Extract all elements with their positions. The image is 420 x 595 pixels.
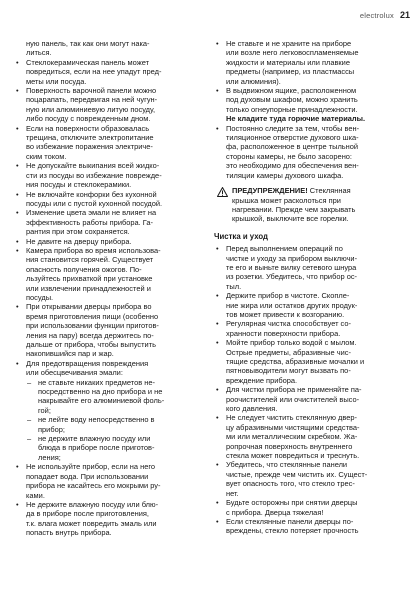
- text-line: Не допускайте выкипания всей жидко-: [26, 161, 160, 171]
- bullet-marker: •: [216, 385, 219, 395]
- text-line: Держите прибор в чистоте. Скопле-: [226, 291, 350, 301]
- bullet-marker: •: [216, 413, 219, 423]
- bullet-item: [214, 291, 408, 319]
- text-line: льзуйтесь прихваткой при установке: [26, 274, 153, 284]
- bullet-item: [14, 237, 208, 246]
- bullet-marker: •: [216, 516, 219, 526]
- bullet-item: [214, 319, 408, 338]
- section-heading: Чистка и уход: [214, 231, 268, 241]
- text-line: тыл.: [226, 281, 242, 291]
- warning-text-line: крышкой, выключите все горелки.: [232, 214, 349, 224]
- bullet-item: [14, 500, 208, 538]
- text-line: не ставьте никаких предметов не-: [38, 377, 155, 387]
- text-line: Убедитесь, что стеклянные панели: [226, 460, 348, 470]
- text-line: Не включайте конфорки без кухонной: [26, 189, 157, 199]
- text-line: Не используйте прибор, если на него: [26, 462, 156, 472]
- text-line: посуды.: [26, 292, 54, 302]
- text-line: ским током.: [26, 151, 67, 161]
- dash-marker: –: [27, 415, 32, 425]
- text-line: роочистителей или очистителей высо-: [226, 394, 360, 404]
- text-line: прибор;: [38, 424, 65, 434]
- bullet-item: [214, 338, 408, 385]
- text-line: тящие средства, абразивные мочалки и: [226, 357, 365, 366]
- text-line: прибора не касайтесь его мокрыми ру-: [26, 481, 161, 491]
- text-line: фа, расположенное в центре тыльной: [226, 142, 359, 152]
- text-line: Регулярная чистка способствует со-: [226, 319, 351, 329]
- text-line: нет.: [226, 488, 239, 498]
- warning-first-line: [232, 186, 408, 195]
- text-line: либо посуду с поврежденным дном.: [26, 114, 151, 124]
- warning-label: ПРЕДУПРЕЖДЕНИЕ!: [232, 186, 308, 196]
- bullet-item: [14, 462, 208, 500]
- text-line: Если стеклянные панели дверцы по-: [226, 516, 354, 526]
- text-line: Не следует чистить стеклянную двер-: [226, 413, 358, 423]
- page-number: 21: [399, 10, 410, 20]
- warning-text-line: крышка может расколоться при: [232, 195, 341, 205]
- text-line: те его и выньте вилку сетевого шнура: [226, 262, 357, 272]
- text-line: меты или посуда.: [26, 76, 87, 86]
- text-line: стороны камеры, не было засорено:: [226, 151, 352, 161]
- text-line: во избежание поражения электриче-: [26, 142, 153, 152]
- bullet-item: [214, 517, 408, 536]
- text-line: ния становится горячей. Существует: [26, 255, 154, 265]
- bullet-item: [214, 244, 408, 291]
- text-line: накопившийся пар и жар.: [26, 349, 114, 359]
- text-line: ками.: [26, 490, 45, 500]
- paragraph: литься.: [26, 48, 52, 58]
- text-line: ления;: [38, 452, 61, 462]
- bullet-marker: •: [216, 319, 219, 329]
- text-line: гой;: [38, 405, 51, 415]
- text-line: вреждены, стекло потеряет прочность: [226, 526, 359, 536]
- bullet-item: [14, 208, 208, 236]
- bullet-item: [14, 161, 208, 189]
- text-line: с прибора. Дверца тяжелая!: [226, 507, 324, 517]
- text-line: ления на пару) всегда держитесь по-: [26, 330, 154, 340]
- warning-text: Стеклянная: [307, 186, 351, 196]
- text-line: Поверхность варочной панели можно: [26, 86, 157, 96]
- bullet-item: [214, 385, 408, 413]
- bullet-item: [14, 86, 208, 124]
- paragraph: ную панель, так как они могут нака-: [26, 39, 150, 48]
- bullet-item: [214, 124, 408, 180]
- bullet-marker: •: [16, 86, 19, 96]
- text-line: кого давления.: [226, 404, 278, 414]
- bullet-item: [14, 302, 208, 358]
- dash-marker: –: [27, 377, 32, 387]
- text-line: цу абразивными чистящими средства-: [226, 422, 360, 432]
- text-line: или извлечении принадлежностей и: [26, 283, 151, 293]
- text-line: вует опасность того, что стекло трес-: [226, 479, 355, 489]
- bullet-marker: •: [216, 244, 219, 254]
- text-line: ние жира или остатков других продук-: [226, 300, 358, 310]
- bullet-marker: •: [16, 57, 19, 67]
- bullet-item: [14, 190, 208, 209]
- bullet-item: [14, 58, 208, 86]
- text-line: Для предотвращения повреждения: [26, 358, 149, 368]
- bullet-item: [214, 498, 408, 517]
- text-line: время приготовления пищи (особенно: [26, 311, 159, 321]
- warning-text-line: нагревании. Прежде чем закрывать: [232, 204, 356, 214]
- text-line: трещина, отключите электропитание: [26, 133, 154, 143]
- bullet-marker: •: [16, 208, 19, 218]
- bullet-marker: •: [16, 236, 19, 246]
- text-line: Не держите влажную посуду или блю-: [26, 499, 159, 509]
- bullet-item: [214, 39, 408, 86]
- text-line: Острые предметы, абразивные чис-: [226, 347, 351, 357]
- text-line: только огнеупорные принадлежности.: [226, 104, 358, 114]
- dash-item: [14, 434, 208, 462]
- text-line: опасность получения ожогов. По-: [26, 264, 142, 274]
- text-line: посуды или с пустой кухонной посудой.: [26, 198, 163, 208]
- text-line: Постоянно следите за тем, чтобы вен-: [226, 123, 360, 133]
- text-line: Изменение цвета эмали не влияет на: [26, 208, 157, 218]
- text-line: не лейте воду непосредственно в: [38, 415, 155, 425]
- brand-name: electrolux: [359, 11, 394, 20]
- text-line: или возле него легковоспламеняемые: [226, 48, 359, 58]
- bullet-item: [214, 413, 408, 460]
- dash-item: [14, 415, 208, 434]
- text-line: не держите влажную посуду или: [38, 434, 151, 444]
- warning-triangle-icon: [217, 187, 228, 197]
- dash-item: [14, 378, 208, 416]
- bullet-item: [214, 86, 408, 114]
- text-line: или алюминия).: [226, 76, 281, 86]
- bullet-item: [14, 359, 208, 378]
- text-line: эффективность работы прибора. Га-: [26, 217, 153, 227]
- text-line: повредиться, если на нее упадут пред-: [26, 67, 162, 77]
- bullet-marker: •: [16, 499, 19, 509]
- dash-marker: –: [27, 434, 32, 444]
- text-line: из розетки. Убедитесь, что прибор ос-: [226, 272, 358, 282]
- text-line: или обесцвечивания эмали:: [26, 368, 123, 378]
- text-line: Если на поверхности образовалась: [26, 123, 150, 133]
- left-column: [14, 39, 208, 538]
- text-line: при использовании функции приготов-: [26, 321, 159, 331]
- text-line: Не ставьте и не храните на приборе: [226, 39, 352, 48]
- text-line: попасть внутрь прибора.: [26, 528, 112, 538]
- paragraph: Не кладите туда горючие материалы.: [226, 114, 366, 124]
- text-line: ния посуды и стеклокерамики.: [26, 180, 132, 190]
- text-line: жидкости и материалы или плавкие: [226, 57, 350, 67]
- text-line: да в приборе после приготовления,: [26, 509, 149, 519]
- bullet-item: [14, 246, 208, 302]
- text-line: Перед выполнением операций по: [226, 244, 343, 254]
- bullet-marker: •: [16, 245, 19, 255]
- text-line: т.к. влага может повредить эмаль или: [26, 518, 157, 528]
- bullet-marker: •: [16, 161, 19, 171]
- text-line: блюда в приборе после приготов-: [38, 443, 155, 453]
- text-line: под духовым шкафом, можно хранить: [226, 95, 358, 105]
- bullet-item: [14, 124, 208, 162]
- text-line: Для чистки прибора не применяйте па-: [226, 385, 362, 395]
- text-line: чистые, прежде чем чистить их. Сущест-: [226, 469, 368, 479]
- text-line: ропрочная поверхность внутреннего: [226, 441, 353, 451]
- bullet-marker: •: [216, 291, 219, 301]
- text-line: тиляционное отверстие духового шка-: [226, 133, 359, 143]
- text-line: Будьте осторожны при снятии дверцы: [226, 498, 358, 508]
- bullet-marker: •: [216, 338, 219, 348]
- text-line: В выдвижном ящике, расположенном: [226, 86, 357, 96]
- bullet-marker: •: [216, 39, 219, 48]
- text-line: вреждение прибора.: [226, 375, 298, 385]
- text-line: тиляции камеры духового шкафа.: [226, 170, 344, 180]
- text-line: Стеклокерамическая панель может: [26, 57, 149, 67]
- text-line: Камера прибора во время использова-: [26, 245, 161, 255]
- bullet-item: [214, 460, 408, 498]
- text-line: посредственно на дно прибора и не: [38, 387, 163, 397]
- bullet-marker: •: [216, 123, 219, 133]
- text-line: накрывайте его алюминиевой фоль-: [38, 396, 165, 406]
- text-line: Мойте прибор только водой с мылом.: [226, 338, 357, 348]
- text-line: тов может привести к возгоранию.: [226, 309, 345, 319]
- text-line: дальше от прибора, чтобы выпустить: [26, 340, 156, 349]
- bullet-marker: •: [216, 460, 219, 470]
- text-line: ную или алюминиевую литую посуду,: [26, 104, 156, 114]
- bullet-marker: •: [16, 123, 19, 133]
- right-column: [214, 39, 408, 536]
- text-line: При открывании дверцы прибора во: [26, 302, 152, 312]
- text-line: чистке и уходу за прибором выключи-: [226, 253, 358, 263]
- text-line: сти из посуды во избежание поврежде-: [26, 170, 162, 180]
- bullet-marker: •: [216, 86, 219, 96]
- text-line: предметы (например, из пластмассы: [226, 67, 355, 77]
- text-line: пятновыводители могут вызвать по-: [226, 366, 351, 376]
- text-line: рантия при этом сохраняется.: [26, 227, 130, 237]
- bullet-marker: •: [216, 498, 219, 508]
- warning-note: [214, 186, 408, 224]
- bullet-marker: •: [16, 462, 19, 472]
- text-line: это необходимо для обеспечения вен-: [226, 161, 359, 171]
- text-line: стекла может повредиться и треснуть.: [226, 451, 360, 461]
- text-line: поцарапать, передвигая на ней чугун-: [26, 95, 158, 105]
- bullet-marker: •: [16, 189, 19, 199]
- text-line: попадает вода. При использовании: [26, 471, 149, 481]
- bullet-marker: •: [16, 302, 19, 312]
- text-line: хранности поверхности прибора.: [226, 328, 341, 338]
- page-header: [360, 10, 410, 22]
- text-line: Не давите на дверцу прибора.: [26, 236, 132, 246]
- text-line: ми или металлическим скребком. Жа-: [226, 432, 358, 442]
- bullet-marker: •: [16, 358, 19, 368]
